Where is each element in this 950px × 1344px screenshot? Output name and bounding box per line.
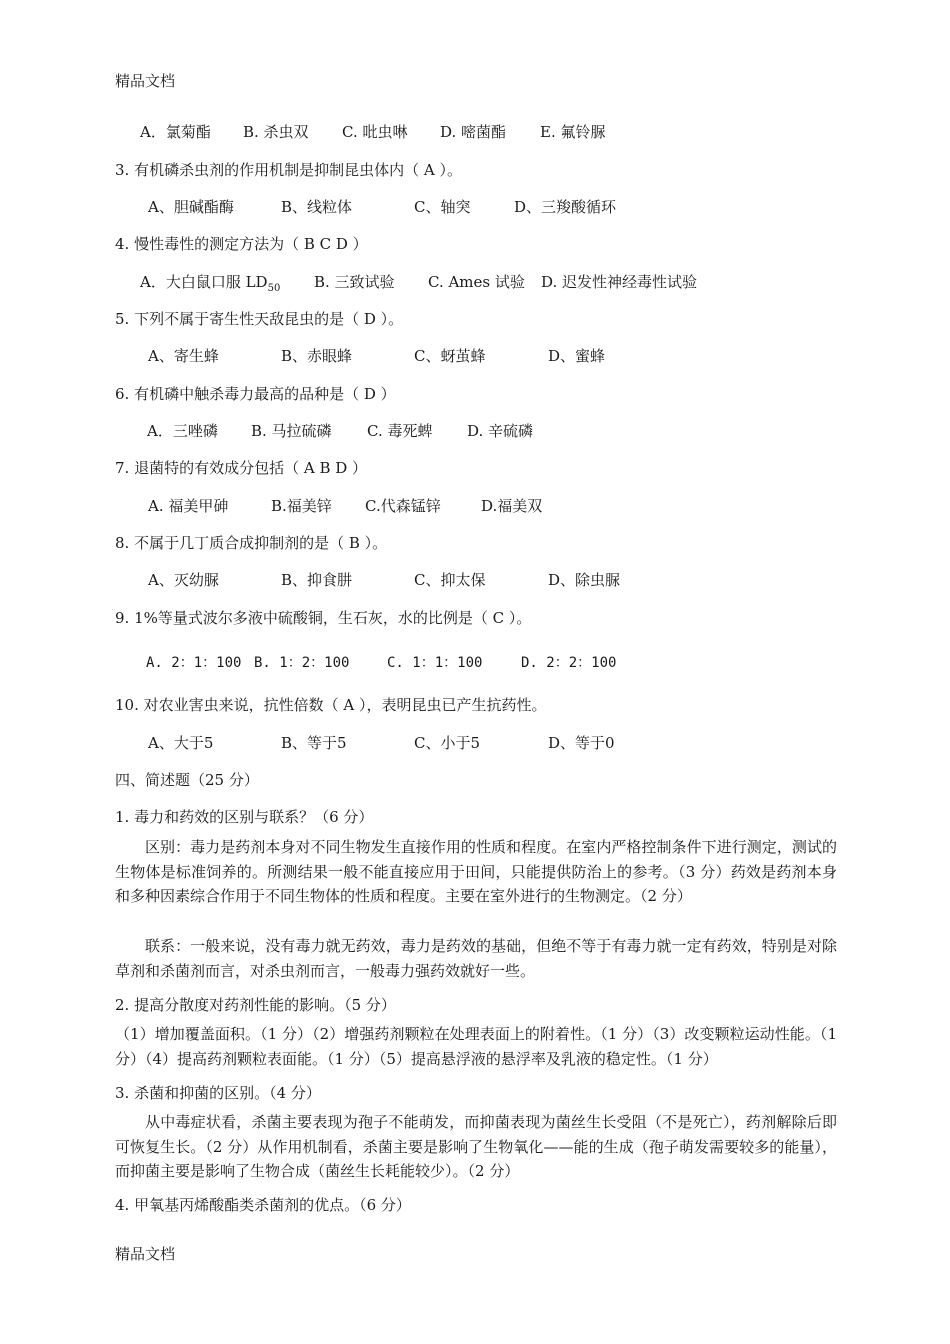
answer-paragraph: （1）增加覆盖面积。（1 分）（2）增强药剂颗粒在处理表面上的附着性。（1 分）（3）改变颗粒运动性能。（1 分）（4）提高药剂颗粒表面能。（1 分）（5）提高悬浮液的悬浮率及乳液的稳定性。（1 分） xyxy=(115,1025,837,1068)
option: B. 1：2：100 xyxy=(254,655,350,671)
option: A、胆碱酯酶 xyxy=(148,198,234,216)
option: C. 毒死蜱 xyxy=(367,422,433,440)
question-7: 7. 退菌特的有效成分包括（ A B D ） xyxy=(115,459,368,477)
question-3: 3. 有机磷杀虫剂的作用机制是抑制昆虫体内（ A ）。 xyxy=(115,161,462,179)
option: B. 三致试验 xyxy=(314,273,395,291)
question-9: 9. 1%等量式波尔多液中硫酸铜，生石灰，水的比例是（ C ）。 xyxy=(115,609,532,627)
option: B.福美锌 xyxy=(271,497,332,515)
short-question-title: 3. 杀菌和抑菌的区别。（4 分） xyxy=(115,1084,321,1102)
option: B、赤眼蜂 xyxy=(281,347,353,365)
question-10: 10. 对农业害虫来说，抗性倍数（ A ），表明昆虫已产生抗药性。 xyxy=(115,696,547,714)
option: B、抑食肼 xyxy=(281,571,353,589)
option: D. 2：2：100 xyxy=(521,655,617,671)
option: C. 1：1：100 xyxy=(387,655,483,671)
option: D、等于0 xyxy=(548,734,615,752)
option: C、小于5 xyxy=(414,734,481,752)
short-question-title: 2. 提高分散度对药剂性能的影响。（5 分） xyxy=(115,996,396,1014)
short-question-title: 1. 毒力和药效的区别与联系？（6 分） xyxy=(115,808,374,826)
option: C、抑太保 xyxy=(414,571,486,589)
answer-paragraph: 区别：毒力是药剂本身对不同生物发生直接作用的性质和程度。在室内严格控制条件下进行测定，测试的生物体是标准饲养的。所测结果一般不能直接应用于田间，只能提供防治上的参考。（3 分）药效是药剂本身和多种因素综合作用于不同生物体的性质和程度。主要在室外进行的生物测定。（2 分） xyxy=(115,838,837,905)
option: A. 2：1：100 xyxy=(146,655,242,671)
page-footer: 精品文档 xyxy=(115,1245,176,1263)
option: D. 辛硫磷 xyxy=(467,422,534,440)
answer-paragraph: 从中毒症状看，杀菌主要表现为孢子不能萌发，而抑菌表现为菌丝生长受阻（不是死亡），药剂解除后即可恢复生长。（2 分）从作用机制看，杀菌主要是影响了生物氧化——能的生成（孢子萌发需要较多的能量），而抑菌主要是影响了生物合成（菌丝生长耗能较少）。（2 分） xyxy=(115,1113,837,1180)
option: C.代森锰锌 xyxy=(365,497,441,515)
answer-paragraph: 联系：一般来说，没有毒力就无药效，毒力是药效的基础，但绝不等于有毒力就一定有药效，特别是对除草剂和杀菌剂而言，对杀虫剂而言，一般毒力强药效就好一些。 xyxy=(115,937,837,980)
page-header: 精品文档 xyxy=(115,72,176,90)
option: D、三羧酸循环 xyxy=(514,198,617,216)
option: A．大白鼠口服 $LD_{50}$ xyxy=(140,273,281,294)
option: A. 福美甲砷 xyxy=(148,497,229,515)
option: D. 嘧菌酯 xyxy=(440,123,507,141)
option: C、轴突 xyxy=(414,198,471,216)
option: B、线粒体 xyxy=(281,198,353,216)
option: C. 吡虫啉 xyxy=(342,123,408,141)
option: A、灭幼脲 xyxy=(148,571,219,589)
option: A、寄生蜂 xyxy=(148,347,219,365)
option: B、等于5 xyxy=(281,734,347,752)
short-question-title: 4. 甲氧基丙烯酸酯类杀菌剂的优点。（6 分） xyxy=(115,1196,411,1214)
option: B. 杀虫双 xyxy=(243,123,309,141)
question-5: 5. 下列不属于寄生性天敌昆虫的是（ D ）。 xyxy=(115,310,404,328)
option: D、蜜蜂 xyxy=(548,347,606,365)
option: D、除虫脲 xyxy=(548,571,621,589)
option: C. Ames 试验 xyxy=(428,273,525,291)
option: A．三唑磷 xyxy=(147,422,218,440)
option: A、大于5 xyxy=(148,734,214,752)
option: D. 迟发性神经毒性试验 xyxy=(541,273,698,291)
question-4: 4. 慢性毒性的测定方法为（ B C D ） xyxy=(115,235,368,253)
option: E. 氟铃脲 xyxy=(540,123,606,141)
section-heading: 四、简述题（25 分） xyxy=(115,771,259,789)
option: C、蚜茧蜂 xyxy=(414,347,486,365)
question-6: 6. 有机磷中触杀毒力最高的品种是（ D ） xyxy=(115,385,396,403)
option: A．氯菊酯 xyxy=(140,123,211,141)
question-8: 8. 不属于几丁质合成抑制剂的是（ B ）。 xyxy=(115,534,388,552)
option: D.福美双 xyxy=(481,497,543,515)
option: B. 马拉硫磷 xyxy=(251,422,332,440)
